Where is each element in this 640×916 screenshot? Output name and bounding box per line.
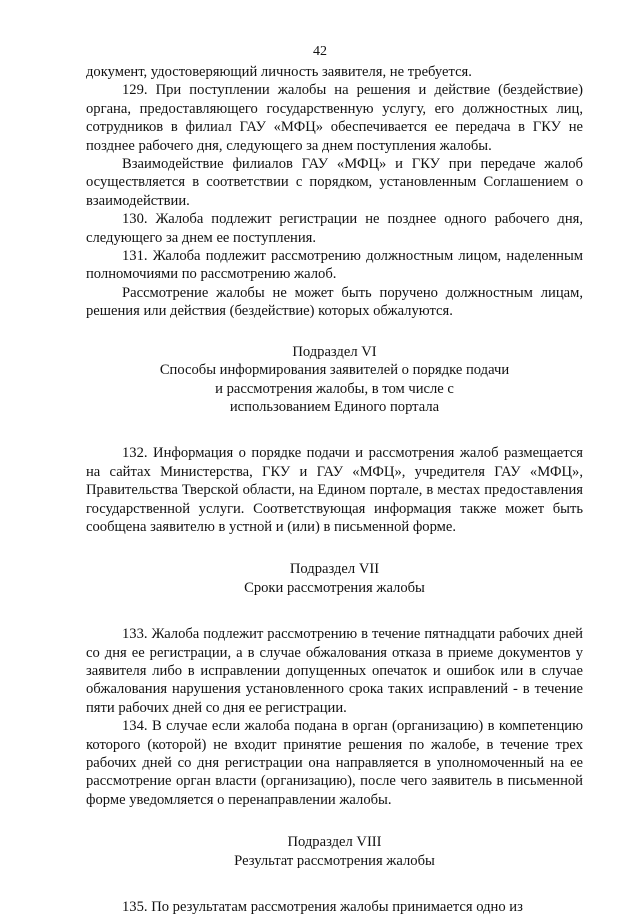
page-number: 42 — [313, 44, 327, 59]
section-heading-viii — [86, 833, 583, 870]
paragraph-132: 132. Информация о порядке подачи и рассмотрения жалоб размещается на сайтах Министерства, ГКУ и ГАУ «МФЦ», учредителя ГАУ «МФЦ», Правительства Тверской области, на Едином портале, в местах предоставления государственной услуги. Соответствующая информация также может быть сообщена заявителю в устной и (или) в письменной форме. — [86, 445, 583, 535]
paragraph-135: 135. По результатам рассмотрения жалобы принимается одно из — [122, 899, 523, 916]
section-heading-vii — [86, 560, 583, 597]
section-subtitle-line: Сроки рассмотрения жалобы — [244, 579, 425, 596]
paragraph-133: 133. Жалоба подлежит рассмотрению в течение пятнадцати рабочих дней со дня ее регистрации, а в случае обжалования отказа в приеме документов у заявителя либо в исправлении допущенных опечаток и ошибок или в случае обжалования нарушения установленного срока таких исправлений - в течение пяти рабочих дней со дня ее регистрации. — [86, 626, 583, 716]
paragraph-continuation: документ, удостоверяющий личность заявителя, не требуется. — [86, 64, 472, 80]
paragraph-134: 134. В случае если жалоба подана в орган (организацию) в компетенцию которого (которой) не входит принятие решения по жалобе, в течение трех рабочих дней со дня регистрации она направляется в уполномоченный на ее рассмотрение орган власти (организацию), после чего заявитель в письменной форме уведомляется о перенаправлении жалобы. — [86, 718, 583, 808]
paragraph-not-delegated: Рассмотрение жалобы не может быть поручено должностным лицам, решения или действия (бездействие) которых обжалуются. — [86, 284, 583, 320]
section-title: Подраздел VI — [292, 343, 377, 360]
paragraph-131: 131. Жалоба подлежит рассмотрению должностным лицом, наделенным полномочиями по рассмотрению жалоб. — [86, 248, 583, 283]
section-title: Подраздел VII — [289, 561, 380, 578]
section-title: Подраздел VIII — [287, 834, 382, 851]
section-subtitle-line: использованием Единого портала — [229, 398, 440, 415]
paragraph-interaction: Взаимодействие филиалов ГАУ «МФЦ» и ГКУ при передаче жалоб осуществляется в соответствии с порядком, установленным Соглашением о взаимодействии. — [86, 156, 583, 209]
paragraph-129: 129. При поступлении жалобы на решения и действие (бездействие) органа, предоставляющего государственную услугу, его должностных лиц, сотрудников в филиал ГАУ «МФЦ» обеспечивается ее передача в ГКУ не позднее рабочего дня, следующего за днем поступления жалобы. — [86, 82, 583, 154]
paragraph-130: 130. Жалоба подлежит регистрации не позднее одного рабочего дня, следующего за днем ее поступления. — [86, 211, 583, 246]
section-heading-vi — [86, 343, 583, 417]
section-subtitle-line: Способы информирования заявителей о порядке подачи — [159, 362, 510, 379]
section-subtitle-line: и рассмотрения жалобы, в том числе с — [215, 380, 454, 397]
section-subtitle-line: Результат рассмотрения жалобы — [234, 852, 435, 869]
document-body — [86, 63, 583, 916]
